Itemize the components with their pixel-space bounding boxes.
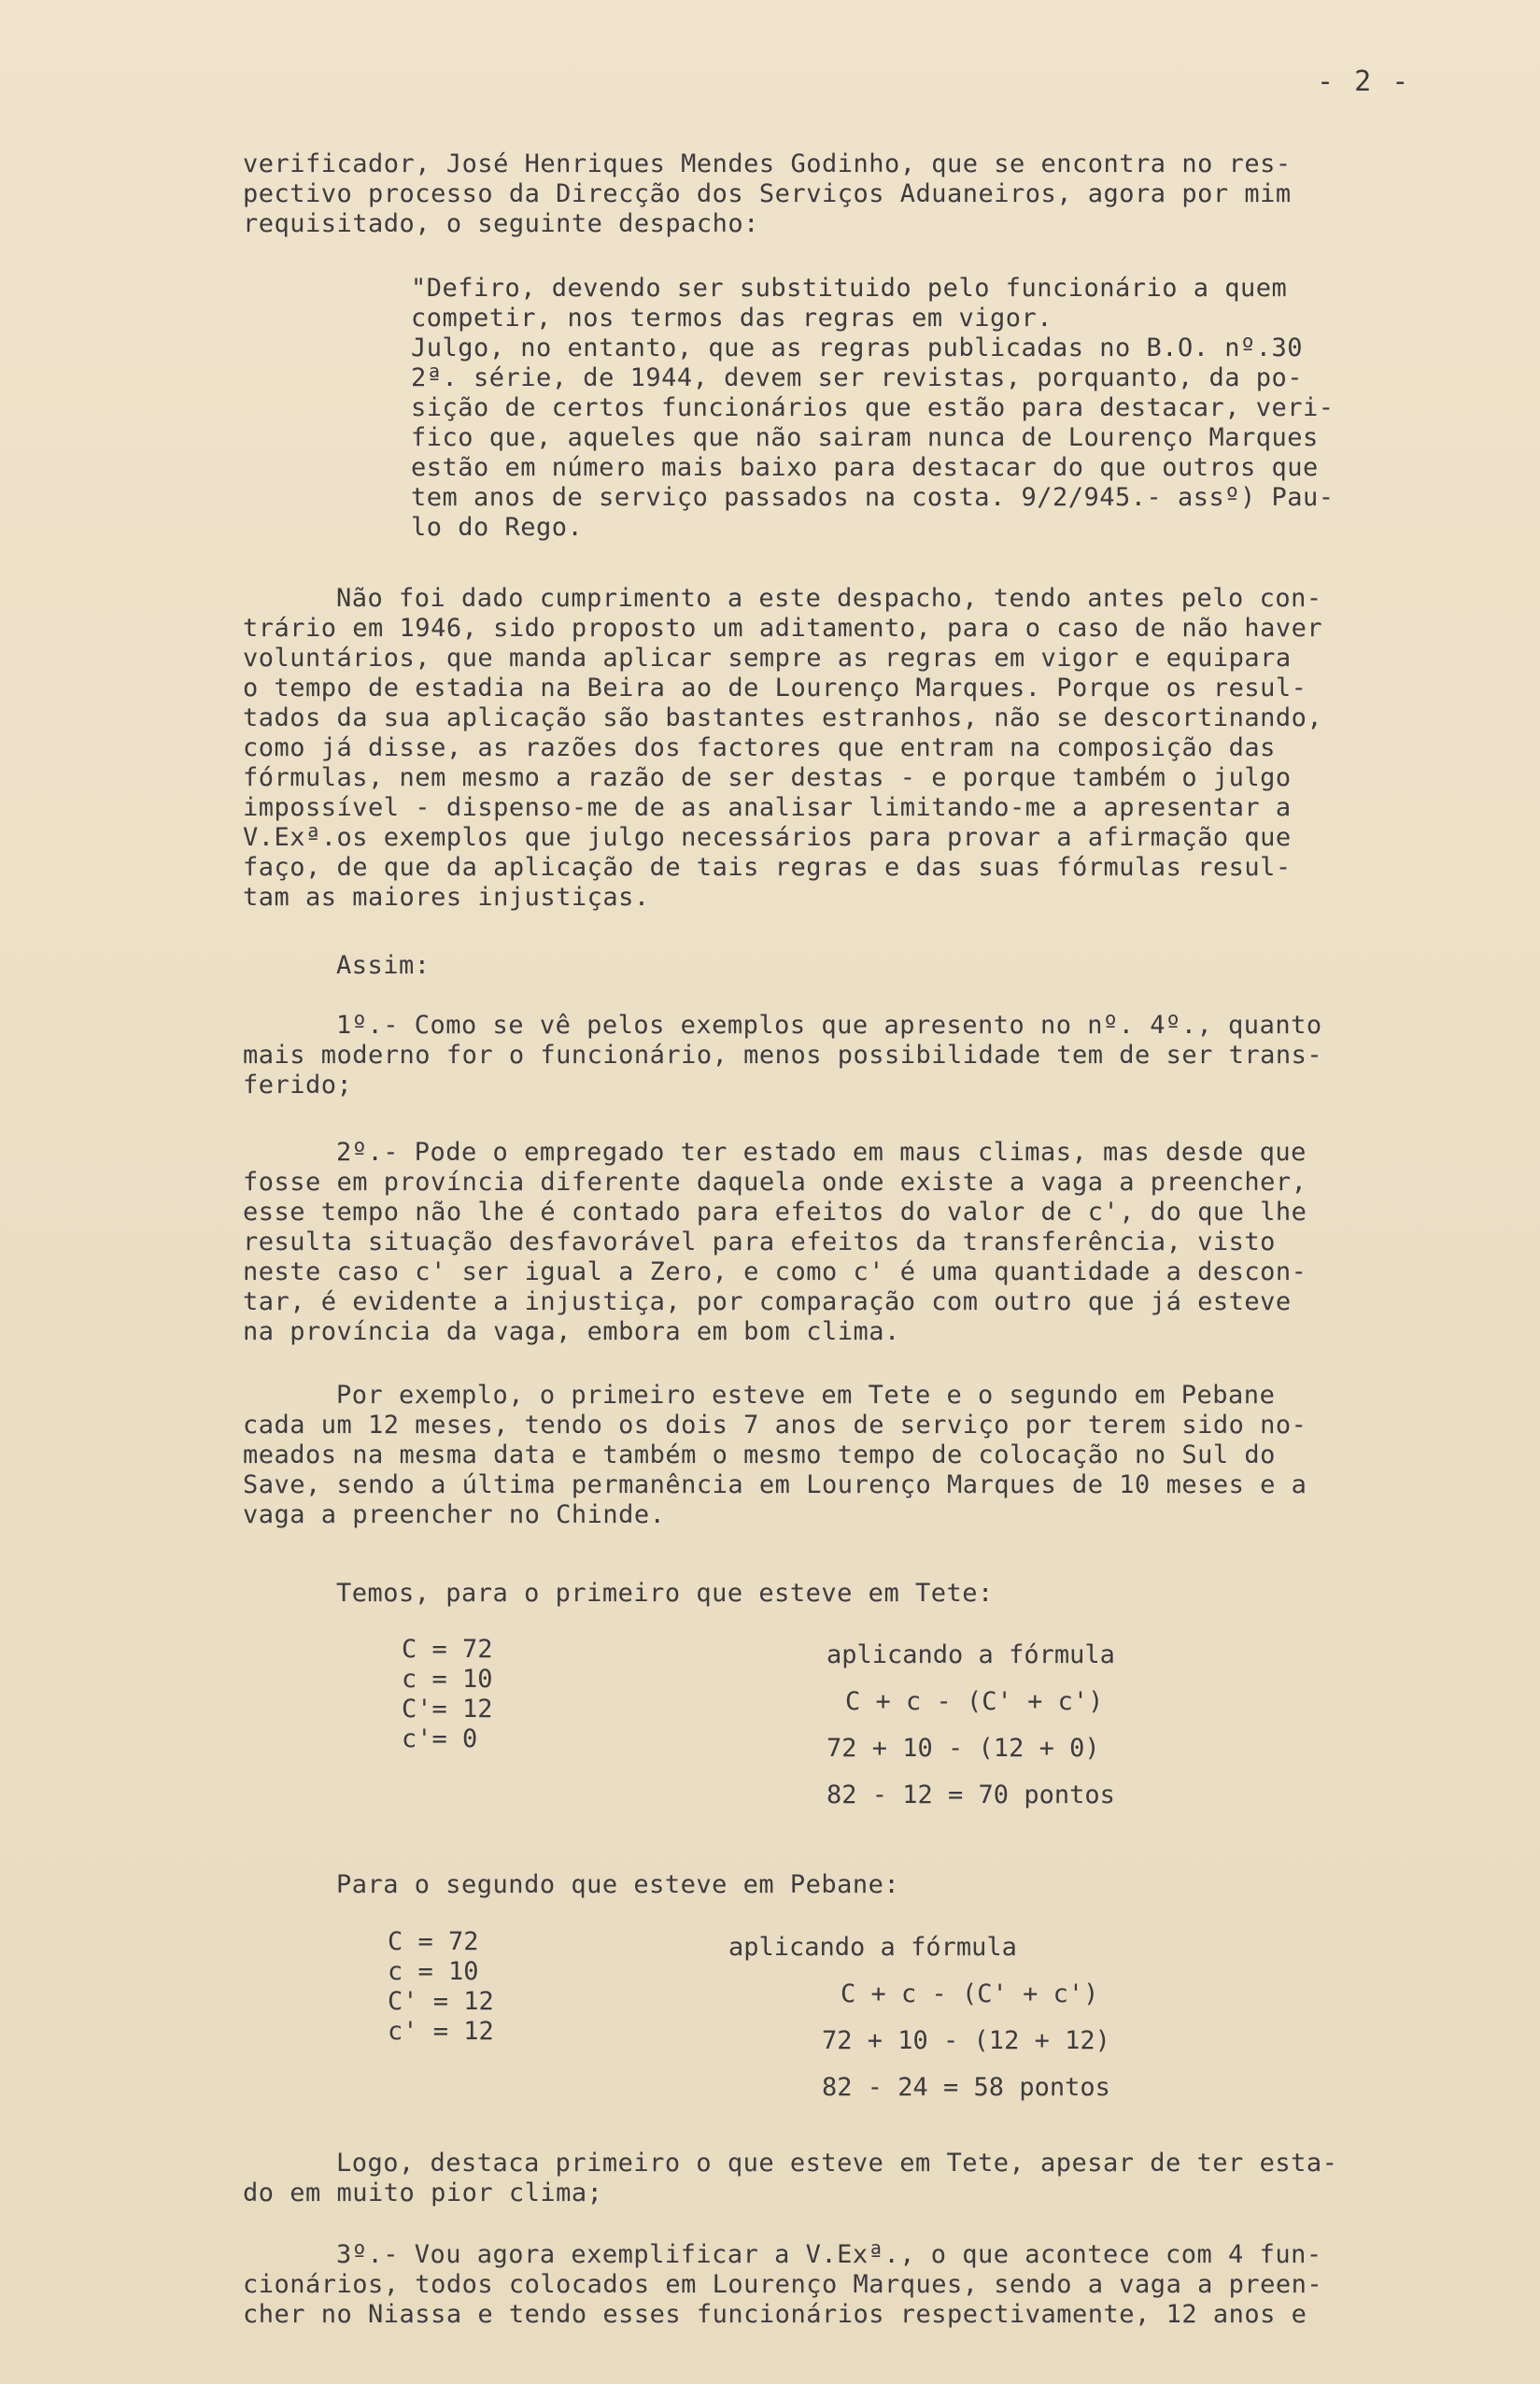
formula-line: C + c - (C' + c') xyxy=(845,1687,1104,1716)
text-line: verificador, José Henriques Mendes Godinho, que se encontra no res- xyxy=(243,149,1292,178)
variable-line: C' = 12 xyxy=(388,1987,494,2016)
text-line: Não foi dado cumprimento a este despacho, tendo antes pelo con- xyxy=(336,584,1322,613)
text-line: ferido; xyxy=(243,1071,353,1100)
variable-line: c' = 12 xyxy=(388,2017,494,2046)
text-line: voluntários, que manda aplicar sempre as regras em vigor e equipara xyxy=(243,644,1292,673)
text-line: 3º.- Vou agora exemplificar a V.Exª., o que acontece com 4 fun- xyxy=(336,2240,1322,2269)
text-line: tados da sua aplicação são bastantes estranhos, não se descortinando, xyxy=(243,703,1323,732)
item-1 xyxy=(243,1011,1513,1100)
text-line: cada um 12 meses, tendo os dois 7 anos de serviço por terem sido no- xyxy=(243,1411,1307,1440)
formula-line: C + c - (C' + c') xyxy=(841,1980,1099,2008)
page-number: - 2 - xyxy=(1317,65,1411,98)
first-case-heading xyxy=(243,1579,1513,1609)
text-line: faço, de que da aplicação de tais regras e das suas fórmulas resul- xyxy=(243,853,1292,882)
text-line: V.Exª.os exemplos que julgo necessários para provar a afirmação que xyxy=(243,823,1292,852)
assim-heading xyxy=(243,951,1513,981)
text-line: pectivo processo da Direcção dos Serviços Aduaneiros, agora por mim xyxy=(243,179,1292,208)
text-line: tar, é evidente a injustiça, por comparação com outro que já esteve xyxy=(243,1287,1292,1316)
text-line: trário em 1946, sido proposto um aditamento, para o caso de não haver xyxy=(243,614,1323,643)
text-line: Por exemplo, o primeiro esteve em Tete e o segundo em Pebane xyxy=(336,1381,1276,1410)
text-line: Logo, destaca primeiro o que esteve em Tete, apesar de ter esta- xyxy=(336,2149,1338,2178)
text-line: "Defiro, devendo ser substituido pelo funcionário a quem xyxy=(411,274,1288,303)
text-line: meados na mesma data e também o mesmo tempo de colocação no Sul do xyxy=(243,1440,1276,1469)
text-line: Para o segundo que esteve em Pebane: xyxy=(336,1870,900,1899)
variable-line: C = 72 xyxy=(388,1927,479,1956)
text-line: do em muito pior clima; xyxy=(243,2178,603,2207)
text-line: Temos, para o primeiro que esteve em Tete: xyxy=(336,1579,994,1608)
variable-line: c'= 0 xyxy=(402,1724,478,1753)
text-line: 2ª. série, de 1944, devem ser revistas, porquanto, da po- xyxy=(411,363,1304,392)
text-line: o tempo de estadia na Beira ao de Lourenço Marques. Porque os resul- xyxy=(243,674,1307,702)
text-line: fosse em província diferente daquela onde existe a vaga a preencher, xyxy=(243,1168,1307,1197)
text-line: resulta situação desfavorável para efeitos da transferência, visto xyxy=(243,1227,1276,1256)
text-line: sição de certos funcionários que estão para destacar, veri- xyxy=(411,393,1335,422)
text-line: na província da vaga, embora em bom clima. xyxy=(243,1317,900,1346)
formula-line: aplicando a fórmula xyxy=(827,1640,1115,1669)
text-line: tem anos de serviço passados na costa. 9/2/945.- assº) Pau- xyxy=(411,483,1335,512)
intro-paragraph xyxy=(243,149,1513,239)
text-line: estão em número mais baixo para destacar do que outros que xyxy=(411,453,1319,482)
text-line: cher no Niassa e tendo esses funcionários respectivamente, 12 anos e xyxy=(243,2300,1307,2329)
variable-line: C'= 12 xyxy=(402,1695,493,1724)
variable-line: c = 10 xyxy=(388,1957,479,1986)
item-3 xyxy=(243,2240,1513,2330)
item-2 xyxy=(243,1138,1513,1347)
text-line: impossível - dispenso-me de as analisar limitando-me a apresentar a xyxy=(243,793,1292,822)
text-line: lo do Rego. xyxy=(411,513,584,542)
formula-line: 82 - 12 = 70 pontos xyxy=(827,1781,1115,1809)
example-paragraph xyxy=(243,1381,1513,1530)
text-line: cionários, todos colocados em Lourenço Marques, sendo a vaga a preen- xyxy=(243,2270,1323,2299)
variable-line: C = 72 xyxy=(402,1635,493,1664)
text-line: mais moderno for o funcionário, menos possibilidade tem de ser trans- xyxy=(243,1041,1323,1070)
text-line: neste caso c' ser igual a Zero, e como c' é uma quantidade a descon- xyxy=(243,1257,1307,1286)
text-line: requisitado, o seguinte despacho: xyxy=(243,209,759,238)
paragraph-non-compliance xyxy=(243,584,1513,913)
text-line: Assim: xyxy=(336,951,431,980)
formula-line: 72 + 10 - (12 + 12) xyxy=(822,2026,1110,2055)
second-case-heading xyxy=(243,1870,1513,1900)
text-line: esse tempo não lhe é contado para efeitos do valor de c', do que lhe xyxy=(243,1198,1307,1227)
text-line: vaga a preencher no Chinde. xyxy=(243,1500,666,1529)
formula-line: aplicando a fórmula xyxy=(728,1933,1017,1962)
text-line: Save, sendo a última permanência em Lourenço Marques de 10 meses e a xyxy=(243,1470,1307,1499)
text-line: fórmulas, nem mesmo a razão de ser destas - e porque também o julgo xyxy=(243,763,1292,792)
first-case-formula xyxy=(827,1640,1115,1827)
formula-line: 72 + 10 - (12 + 0) xyxy=(827,1734,1100,1763)
second-case-formula xyxy=(728,1933,1110,2120)
second-case-variables xyxy=(388,1927,494,2047)
text-line: como já disse, as razões dos factores que entram na composição das xyxy=(243,733,1276,762)
dispatch-quote xyxy=(411,274,1494,543)
formula-line: 82 - 24 = 58 pontos xyxy=(822,2073,1110,2102)
text-line: tam as maiores injustiças. xyxy=(243,883,650,912)
text-line: fico que, aqueles que não sairam nunca de Lourenço Marques xyxy=(411,423,1319,452)
text-line: 2º.- Pode o empregado ter estado em maus climas, mas desde que xyxy=(336,1138,1307,1167)
first-case-variables xyxy=(402,1635,493,1754)
text-line: competir, nos termos das regras em vigor. xyxy=(411,304,1053,333)
conclusion-paragraph xyxy=(243,2149,1513,2208)
text-line: Julgo, no entanto, que as regras publicadas no B.O. nº.30 xyxy=(411,333,1304,362)
text-line: 1º.- Como se vê pelos exemplos que apresento no nº. 4º., quanto xyxy=(336,1011,1322,1040)
variable-line: c = 10 xyxy=(402,1665,493,1694)
